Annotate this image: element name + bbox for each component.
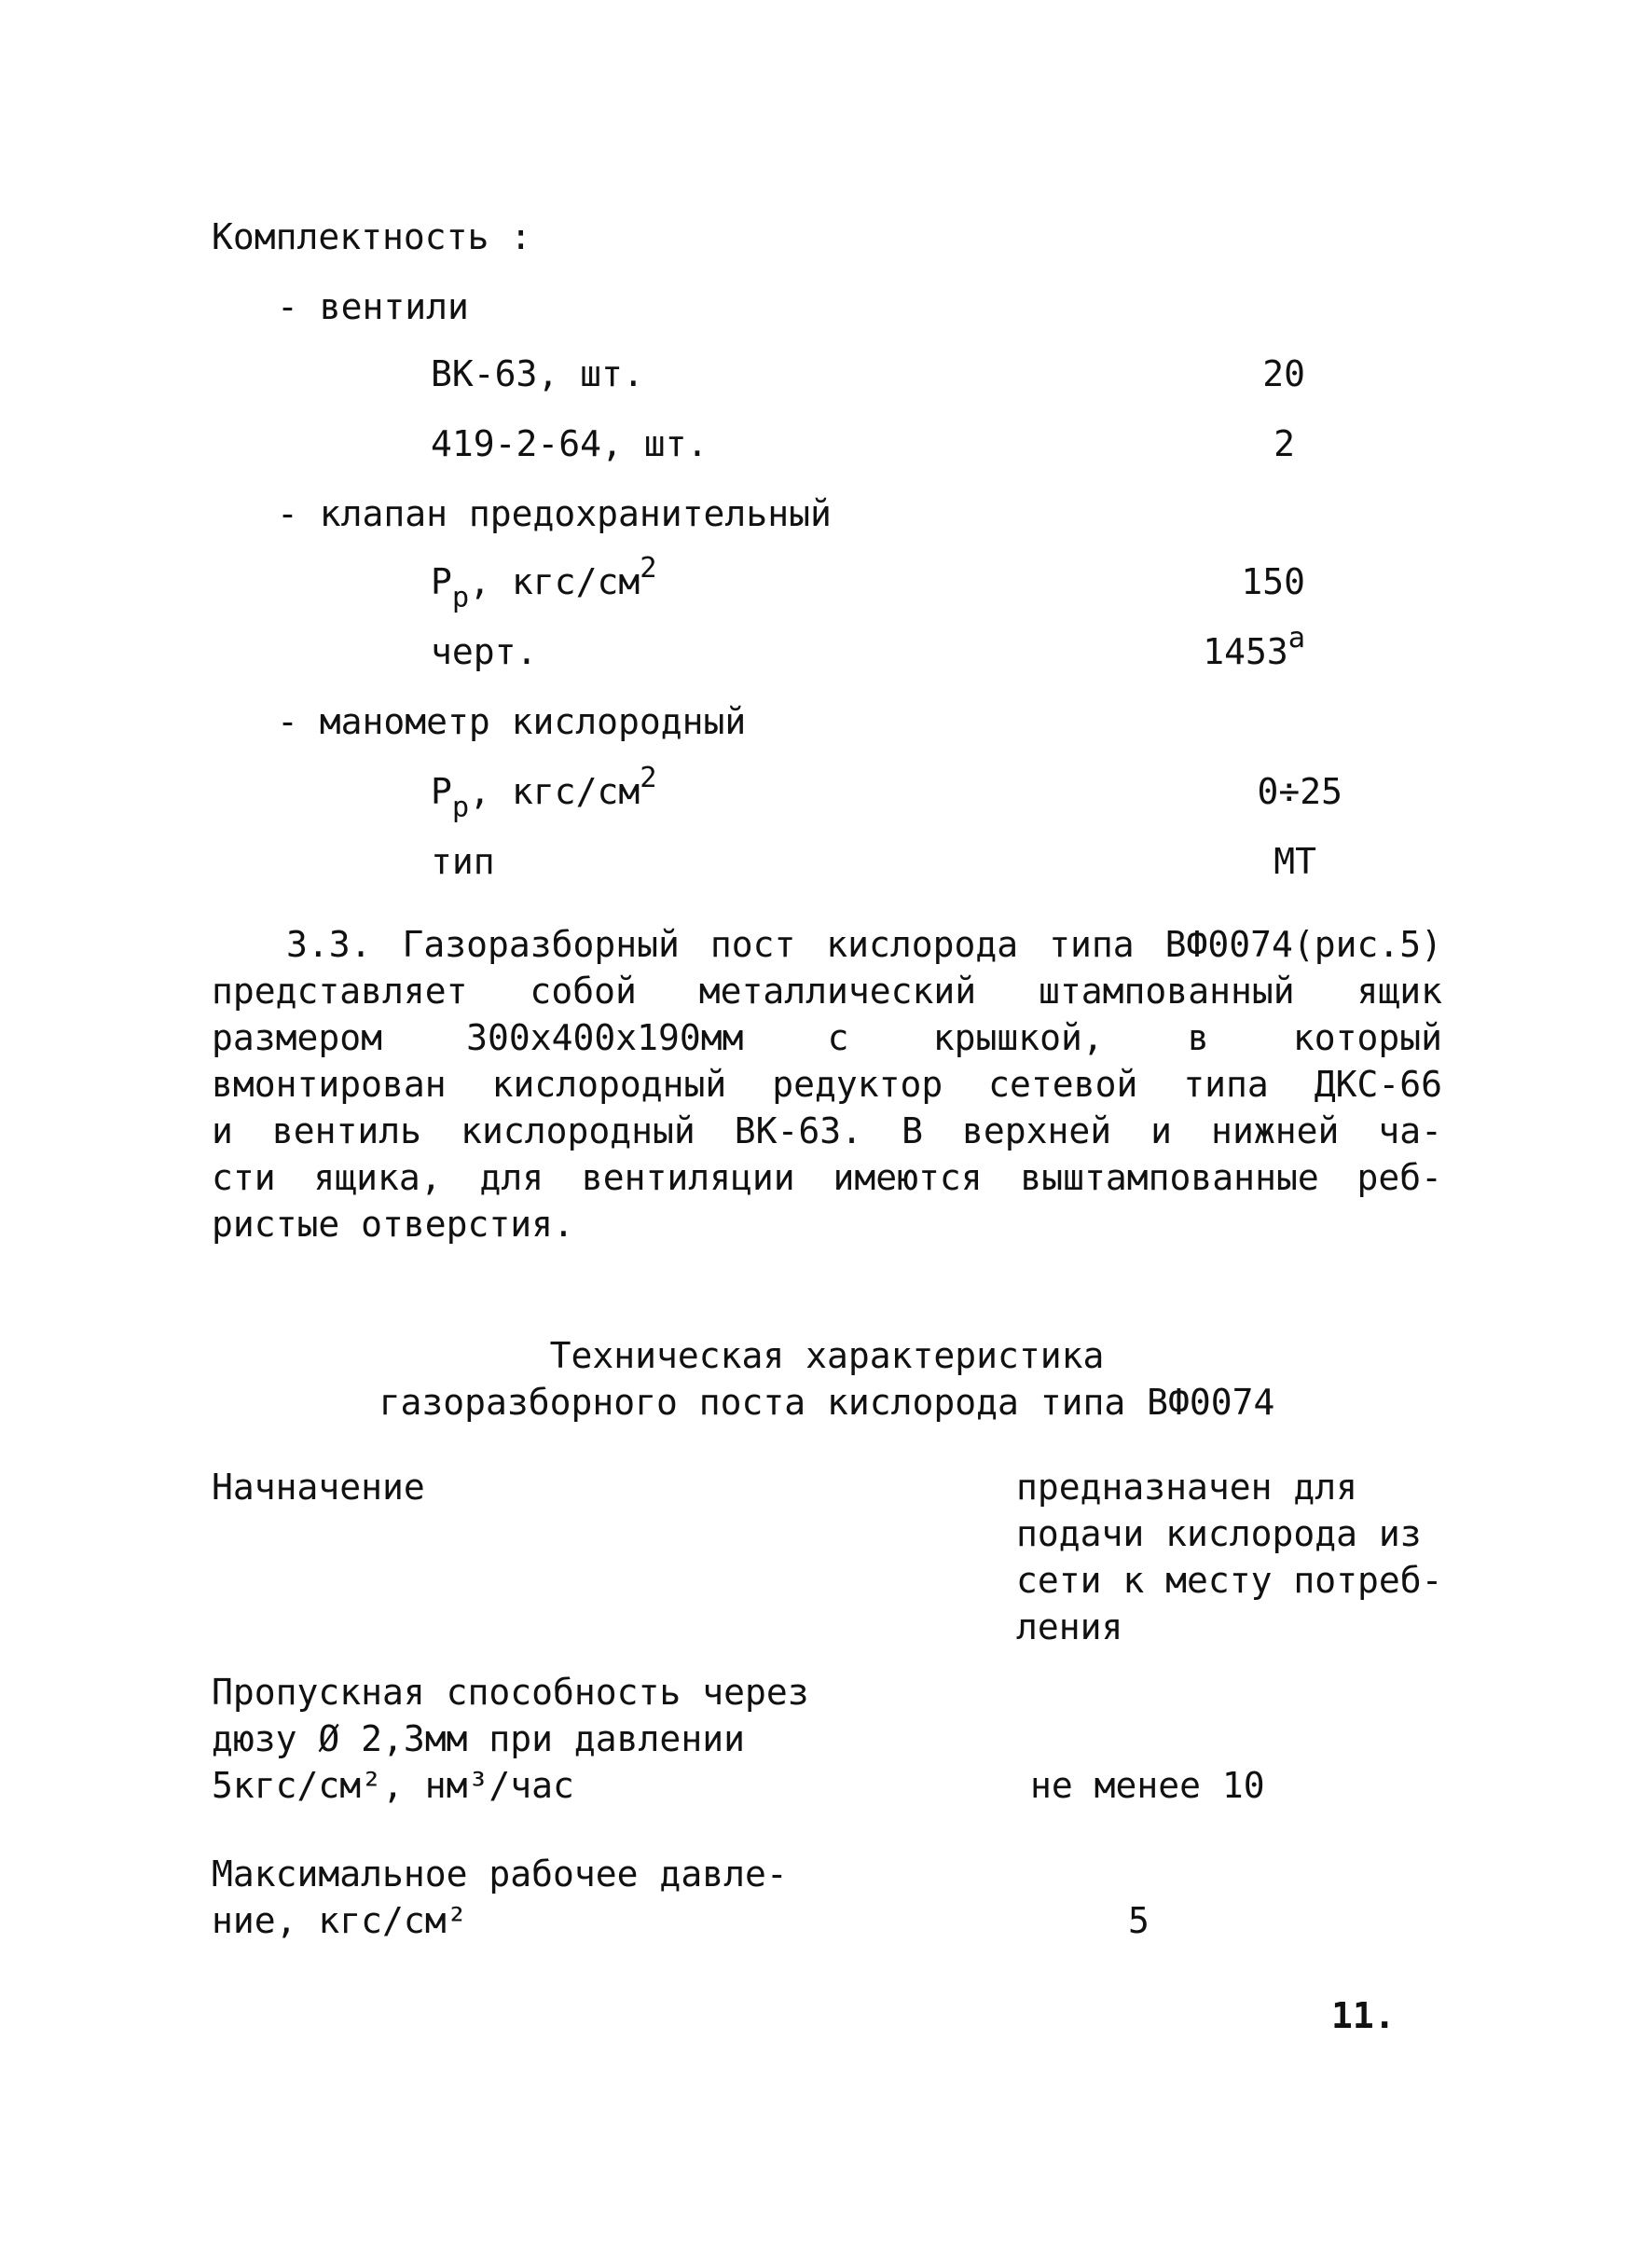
komplekt-row-name: ВК-63, шт. xyxy=(431,353,644,394)
tech-heading-line-1: Техническая характеристика xyxy=(549,1335,1105,1376)
tech-item-label xyxy=(212,1851,788,1944)
komplekt-row-value: 150 xyxy=(1241,561,1305,602)
paragraph-line: ристые отверстия. xyxy=(212,1204,574,1245)
tech-value-line: подачи кислорода из xyxy=(1016,1513,1422,1554)
tech-heading-line-2: газоразборного поста кислорода типа ВФ0074 xyxy=(379,1382,1275,1423)
unit-superscript: 2 xyxy=(640,551,657,585)
pressure-subscript: p xyxy=(451,581,470,614)
tech-item-label xyxy=(212,1464,425,1510)
tech-label-line: Максимальное рабочее давле- xyxy=(212,1853,788,1895)
drawing-number-suffix: а xyxy=(1287,621,1305,655)
komplekt-section-label: - манометр кислородный xyxy=(277,701,747,742)
komplekt-row-name xyxy=(431,761,657,824)
unit-superscript: 2 xyxy=(640,761,657,794)
tech-label-line: Начначение xyxy=(212,1467,425,1508)
paragraph-line: представляет собой металлический штампованный ящик xyxy=(212,971,1442,1012)
komplekt-row-name: тип xyxy=(431,841,495,882)
komplekt-row-value: 2 xyxy=(1273,423,1295,464)
komplekt-section-label: - клапан предохранительный xyxy=(277,493,832,534)
komplekt-row-value: 0÷25 xyxy=(1257,771,1342,812)
komplekt-section-label: - вентили xyxy=(277,286,469,327)
tech-label-line: Пропускная способность через xyxy=(212,1672,809,1713)
paragraph-line: и вентиль кислородный ВК-63. В верхней и нижней ча- xyxy=(212,1110,1442,1151)
komplekt-row-name: 419-2-64, шт. xyxy=(431,423,709,464)
paragraph-line: вмонтирован кислородный редуктор сетевой типа ДКС-66 xyxy=(212,1064,1442,1105)
komplekt-row-value: МТ xyxy=(1273,841,1316,882)
tech-label-line: 5кгс/см², нм³/час xyxy=(212,1765,574,1806)
tech-item-value xyxy=(1016,1464,1443,1650)
tech-item-value xyxy=(1128,1897,1150,1944)
komplekt-row-name: черт. xyxy=(431,631,538,672)
tech-value-line: ления xyxy=(1016,1606,1123,1647)
pressure-symbol: P xyxy=(431,771,452,812)
tech-value-line: сети к месту потреб- xyxy=(1016,1560,1443,1601)
pressure-symbol: P xyxy=(431,561,452,602)
tech-label-line: дюзу Ø 2,3мм при давлении xyxy=(212,1718,745,1759)
tech-label-line: ние, кгс/см² xyxy=(212,1900,468,1941)
paragraph-line: размером 300х400х190мм с крышкой, в который xyxy=(212,1017,1442,1058)
komplekt-row-name xyxy=(431,551,657,614)
section-3-3-paragraph xyxy=(212,921,1442,1247)
pressure-subscript: p xyxy=(451,791,470,824)
tech-value-line: 5 xyxy=(1128,1900,1150,1941)
paragraph-line: 3.3. Газоразборный пост кислорода типа ВФ0074(рис.5) xyxy=(286,924,1442,965)
tech-value-line: предназначен для xyxy=(1016,1467,1358,1508)
pressure-unit: , кгс/см xyxy=(469,771,640,812)
komplekt-title: Комплектность : xyxy=(212,216,532,257)
drawing-number: 1453 xyxy=(1203,631,1288,672)
tech-item-label xyxy=(212,1669,809,1809)
komplekt-row-value xyxy=(1203,621,1305,675)
pressure-unit: , кгс/см xyxy=(469,561,640,602)
paragraph-line: сти ящика, для вентиляции имеются выштампованные реб- xyxy=(212,1157,1442,1198)
komplekt-row-value: 20 xyxy=(1262,353,1305,394)
tech-item-value xyxy=(1030,1762,1265,1809)
page-number: 11. xyxy=(1331,1995,1396,2036)
tech-value-line: не менее 10 xyxy=(1030,1765,1265,1806)
